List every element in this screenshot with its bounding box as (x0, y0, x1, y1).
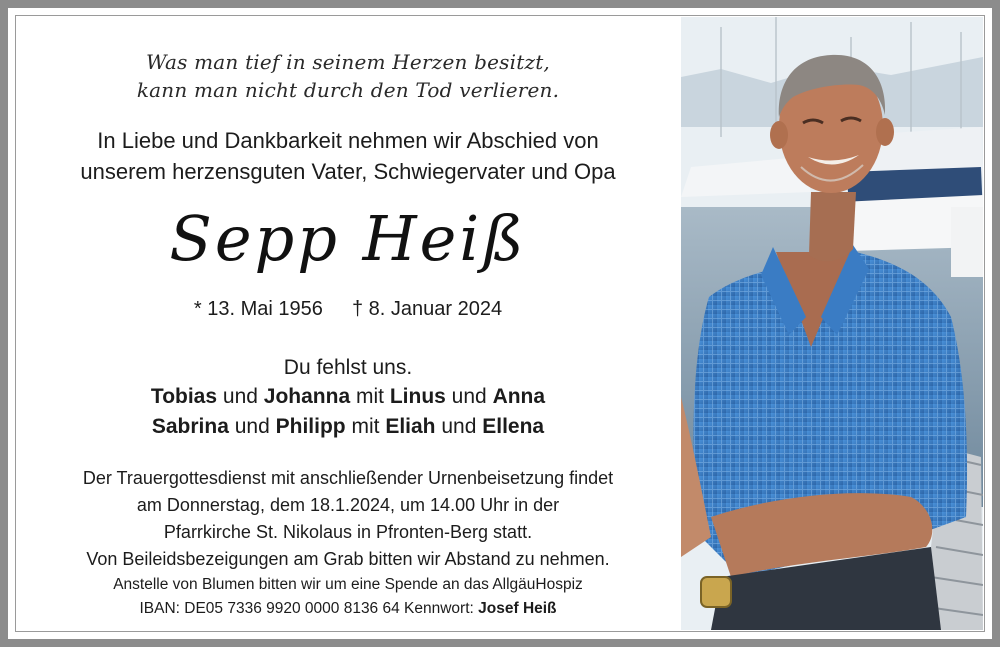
iban-line (32, 600, 664, 618)
text-column (32, 16, 664, 631)
service-line-1: Der Trauergottesdienst mit anschließender Urnenbeisetzung findet (82, 468, 614, 488)
intro-line-1: In Liebe und Dankbarkeit nehmen wir Abschied von (97, 128, 599, 153)
intro-line-2: unserem herzensguten Vater, Schwiegervater und Opa (80, 159, 616, 184)
birth-date: * 13. Mai 1956 (193, 298, 323, 320)
life-dates (32, 298, 664, 321)
quote-line-1: Was man tief in seinem Herzen besitzt, (145, 50, 550, 74)
family-member-name: Eliah (385, 415, 436, 438)
service-line-3: Pfarrkirche St. Nikolaus in Pfronten-Berg statt. (163, 522, 533, 542)
service-line-4: Von Beileidsbezeigungen am Grab bitten wir Abstand zu nehmen. (86, 549, 610, 569)
family-line-1 (32, 385, 664, 409)
family-join-word: und (451, 385, 487, 408)
family-join-word: mit (351, 415, 380, 438)
portrait-illustration (681, 17, 983, 630)
family-join-word: und (441, 415, 477, 438)
iban-text: IBAN: DE05 7336 9920 0000 8136 64 Kennwort: (139, 600, 474, 617)
service-line-2: am Donnerstag, dem 18.1.2024, um 14.00 Uhr in der (136, 495, 560, 515)
family-member-name: Tobias (150, 385, 218, 408)
family-member-name: Johanna (263, 385, 351, 408)
donation-line: Anstelle von Blumen bitten wir um eine Spende an das AllgäuHospiz (113, 576, 583, 593)
obituary-notice (8, 8, 992, 639)
family-member-name: Anna (492, 385, 546, 408)
family-member-name: Sabrina (151, 415, 229, 438)
donation-keyword: Josef Heiß (478, 600, 557, 617)
portrait-photo (681, 17, 983, 630)
family-join-word: und (234, 415, 270, 438)
family-member-name: Ellena (482, 415, 545, 438)
family-join-word: mit (355, 385, 384, 408)
family-member-name: Linus (389, 385, 446, 408)
death-date: † 8. Januar 2024 (351, 298, 503, 320)
deceased-name: Sepp Heiß (169, 202, 527, 275)
family-join-word: und (222, 385, 258, 408)
quote-line-2: kann man nicht durch den Tod verlieren. (136, 78, 560, 102)
missing-line: Du fehlst uns. (283, 356, 413, 379)
family-line-2 (32, 415, 664, 439)
family-member-name: Philipp (275, 415, 346, 438)
notice-frame (15, 15, 985, 632)
